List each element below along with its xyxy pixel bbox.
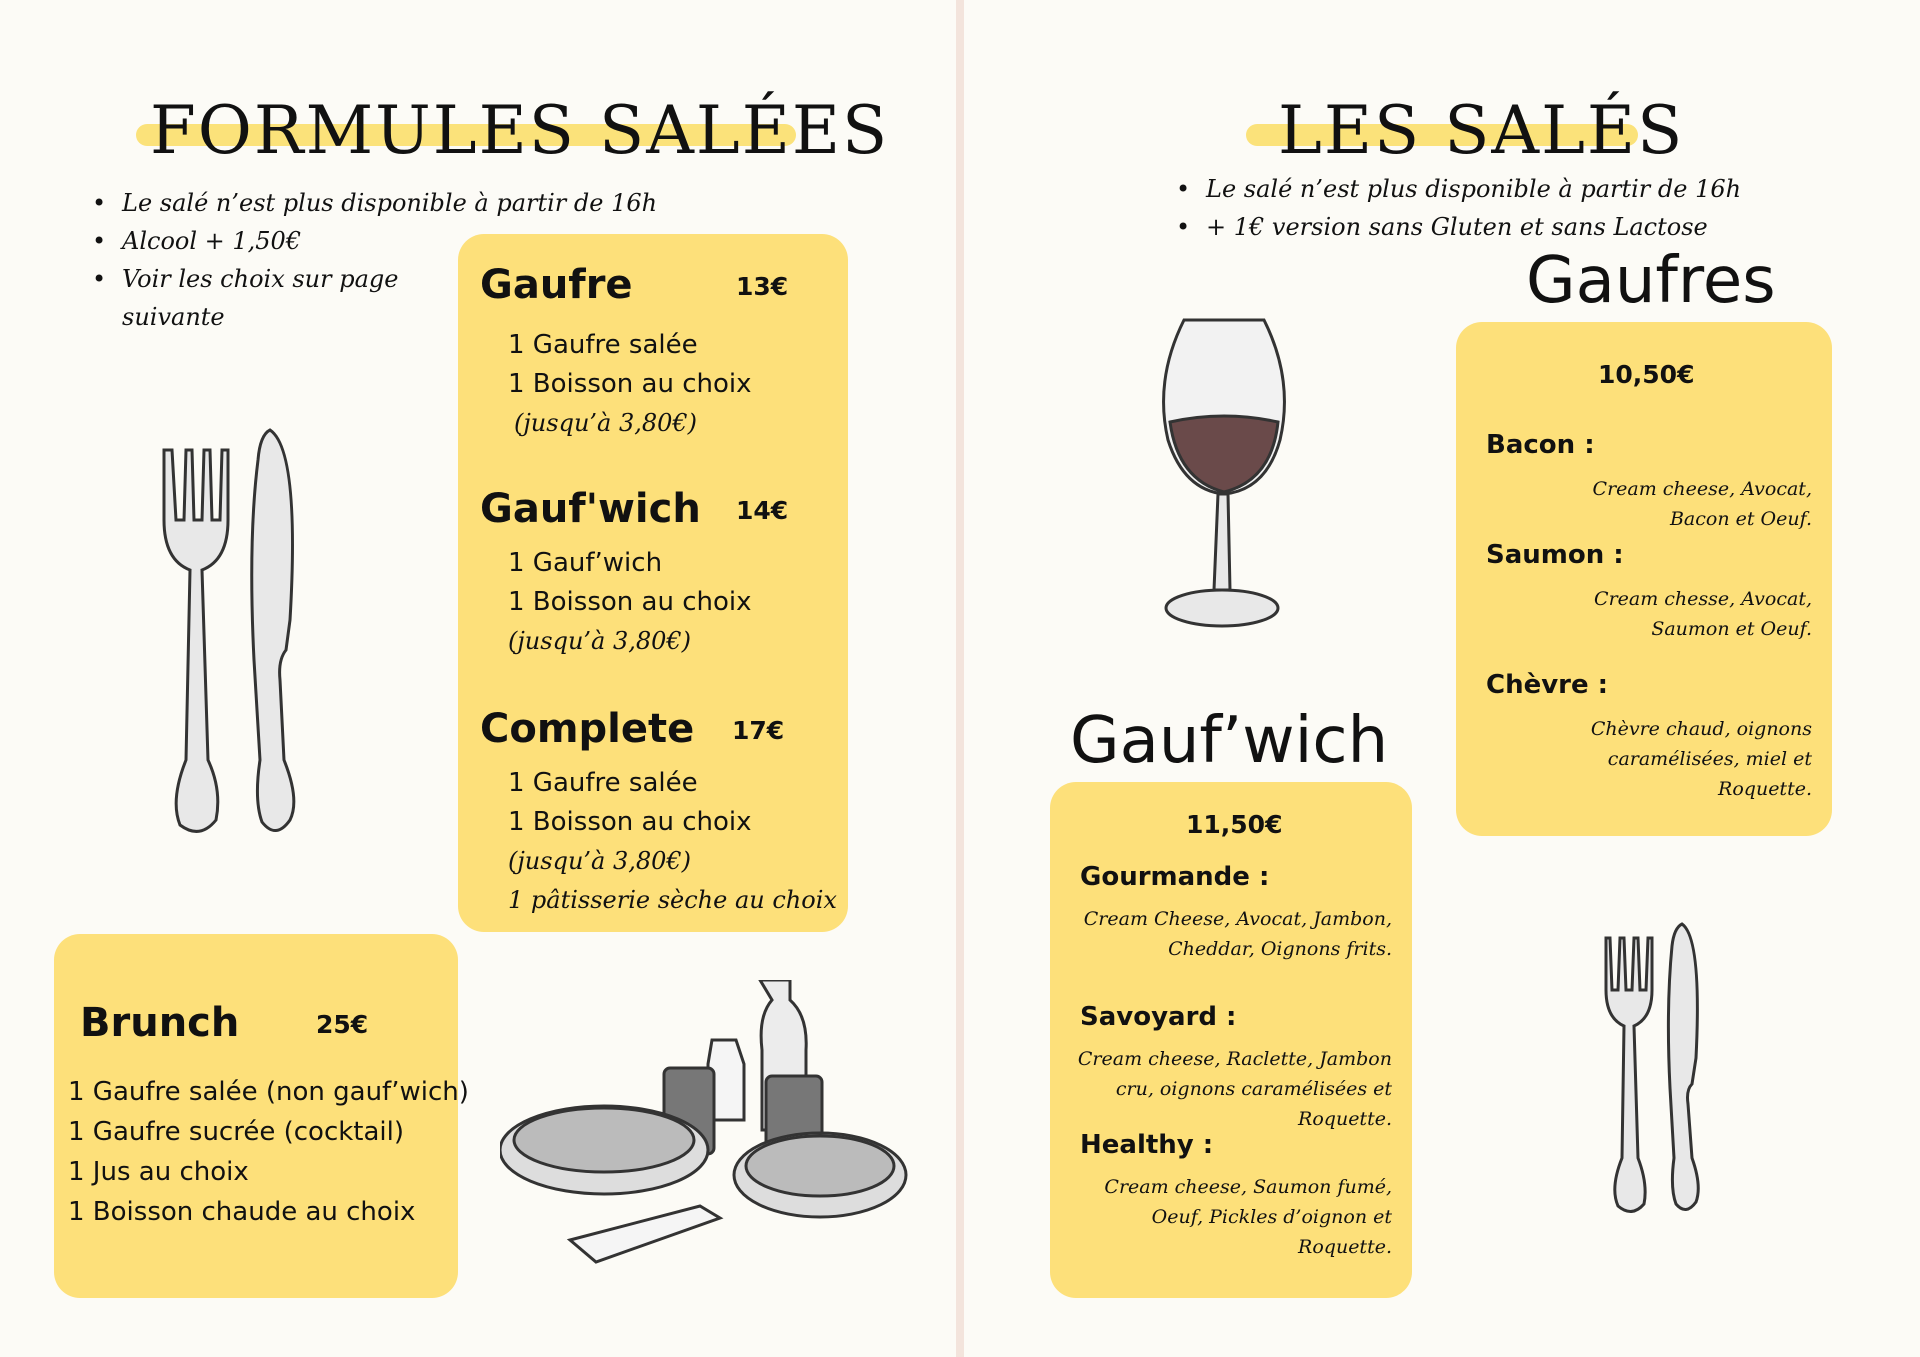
gaufwich-card <box>1050 782 1412 1298</box>
formule-line: 1 pâtisserie sèche au choix <box>508 886 837 914</box>
formule-price: 14€ <box>736 496 789 525</box>
gaufres-price: 10,50€ <box>1598 360 1695 389</box>
brunch-line: 1 Gaufre salée (non gauf’wich) <box>68 1077 469 1107</box>
brunch-name: Brunch <box>80 1000 240 1046</box>
fork-knife-illustration <box>150 420 310 840</box>
brunch-lines <box>68 1072 469 1232</box>
gaufwich-price: 11,50€ <box>1186 810 1283 839</box>
formule-price: 13€ <box>736 272 789 301</box>
formule-line: 1 Gaufre salée <box>508 768 698 798</box>
note-item: • + 1€ version sans Gluten et sans Lactose <box>1176 208 1741 246</box>
gaufwich-desc-line: Roquette. <box>1298 1108 1392 1130</box>
brunch-line: 1 Boisson chaude au choix <box>68 1197 416 1227</box>
gaufwich-heading: Gauf’wich <box>1070 704 1389 778</box>
formule-line: 1 Boisson au choix <box>508 587 752 617</box>
gaufre-desc-line: Cream cheese, Avocat, <box>1592 478 1812 500</box>
note-item: • Le salé n’est plus disponible à partir de 16h <box>92 184 452 222</box>
gaufre-label: Bacon : <box>1486 430 1595 460</box>
brunch-line: 1 Jus au choix <box>68 1157 249 1187</box>
wine-glass-illustration <box>1154 310 1304 640</box>
gaufre-label: Saumon : <box>1486 540 1624 570</box>
gaufre-desc-line: Roquette. <box>1718 778 1812 800</box>
gaufwich-desc-line: Oeuf, Pickles d’oignon et <box>1151 1206 1392 1228</box>
formule-line: (jusqu’à 3,80€) <box>508 847 692 875</box>
brunch-price: 25€ <box>316 1010 369 1039</box>
note-item: • Le salé n’est plus disponible à partir de 16h <box>1176 170 1741 208</box>
gaufwich-desc <box>1084 904 1392 964</box>
gaufre-desc-line: Chèvre chaud, oignons <box>1590 718 1812 740</box>
gaufwich-desc-line: Cheddar, Oignons frits. <box>1168 938 1392 960</box>
brunch-card <box>54 934 469 1298</box>
gaufwich-desc-line: Cream cheese, Raclette, Jambon <box>1077 1048 1392 1070</box>
gaufwich-label: Healthy : <box>1080 1130 1214 1160</box>
notes-list <box>1176 170 1741 246</box>
formule-line: 1 Boisson au choix <box>508 369 752 399</box>
gaufwich-desc <box>1104 1172 1392 1262</box>
page-divider <box>956 0 964 1357</box>
formule-line: 1 Gauf’wich <box>508 548 663 578</box>
note-item: • Alcool + 1,50€ <box>92 222 452 260</box>
page-title: FORMULES SALÉES <box>150 92 890 169</box>
formule-line: 1 Gaufre salée <box>508 330 698 360</box>
formule-lines <box>508 764 837 920</box>
gaufre-desc <box>1593 474 1812 534</box>
formules-card <box>458 234 848 932</box>
gaufre-desc-line: Saumon et Oeuf. <box>1651 618 1812 640</box>
formule-line: 1 Boisson au choix <box>508 807 752 837</box>
gaufres-card <box>1456 322 1832 836</box>
formule-lines <box>508 326 751 443</box>
page-title: LES SALÉS <box>1278 92 1685 169</box>
gaufres-heading: Gaufres <box>1526 244 1776 318</box>
formule-lines <box>508 544 751 661</box>
gaufwich-desc-line: Roquette. <box>1298 1236 1392 1258</box>
gaufre-desc-line: caramélisées, miel et <box>1607 748 1812 770</box>
gaufwich-desc-line: cru, oignons caramélisées et <box>1115 1078 1392 1100</box>
gaufre-label: Chèvre : <box>1486 670 1609 700</box>
gaufwich-label: Savoyard : <box>1080 1002 1237 1032</box>
note-item: • Voir les choix sur page suivante <box>92 260 452 336</box>
brunch-line: 1 Gaufre sucrée (cocktail) <box>68 1117 405 1147</box>
formule-line: (jusqu’à 3,80€) <box>514 409 698 437</box>
gaufwich-desc-line: Cream Cheese, Avocat, Jambon, <box>1083 908 1392 930</box>
gaufwich-desc-line: Cream cheese, Saumon fumé, <box>1104 1176 1392 1198</box>
formule-price: 17€ <box>732 716 785 745</box>
gaufre-desc <box>1591 714 1812 804</box>
right-page <box>964 0 1920 1357</box>
gaufre-desc <box>1594 584 1812 644</box>
fork-knife-illustration <box>1598 918 1708 1218</box>
formule-name: Complete <box>480 706 695 752</box>
gaufre-desc-line: Cream chesse, Avocat, <box>1594 588 1812 610</box>
gaufre-desc-line: Bacon et Oeuf. <box>1669 508 1812 530</box>
plates-illustration <box>500 980 910 1270</box>
gaufwich-label: Gourmande : <box>1080 862 1270 892</box>
formule-name: Gauf'wich <box>480 486 701 532</box>
left-page <box>0 0 956 1357</box>
gaufwich-desc <box>1078 1044 1392 1134</box>
formule-name: Gaufre <box>480 262 633 308</box>
formule-line: (jusqu’à 3,80€) <box>508 627 692 655</box>
